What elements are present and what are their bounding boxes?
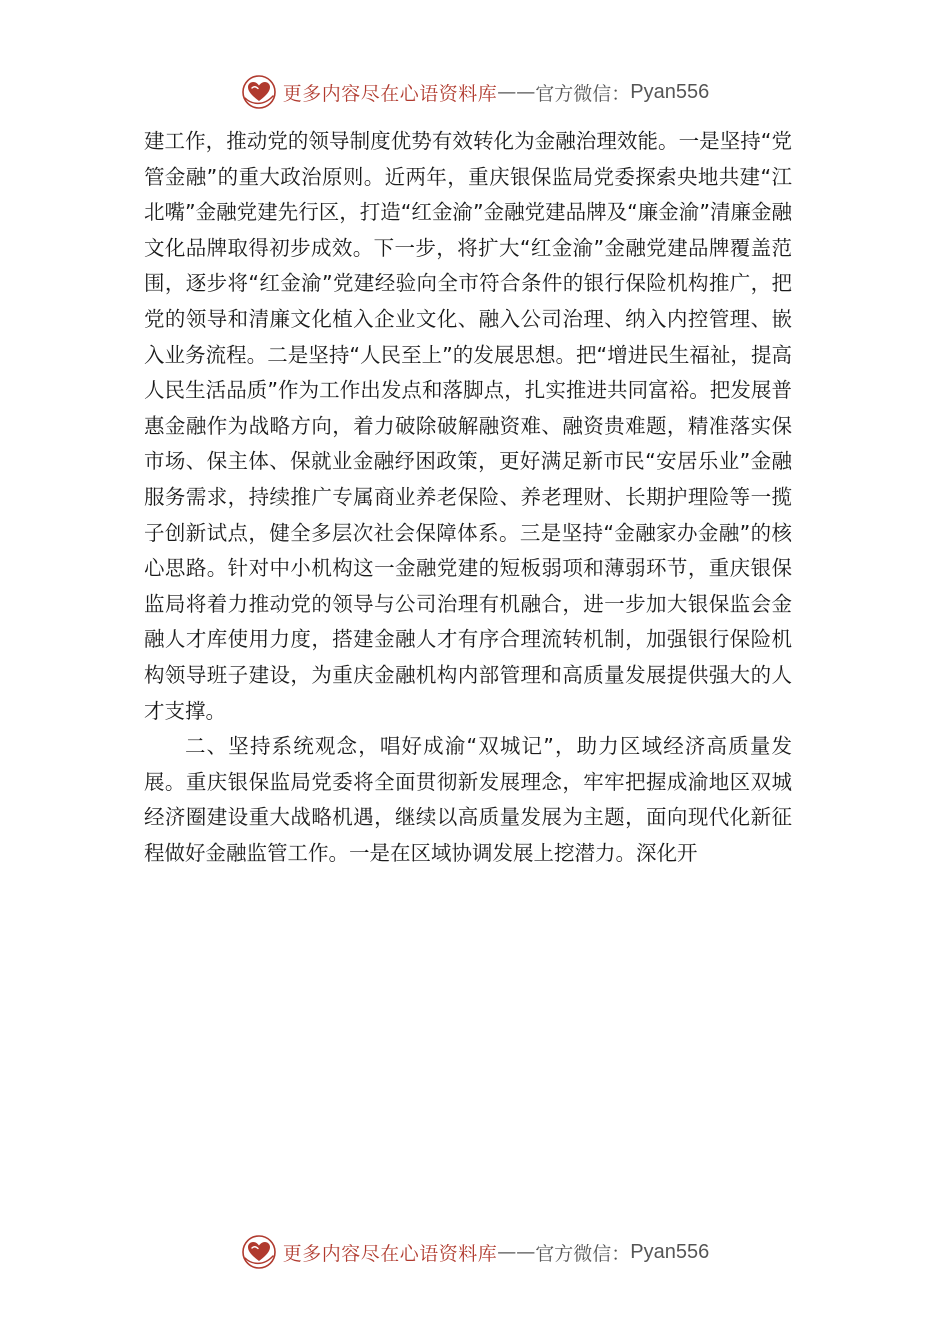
banner-separator: —— bbox=[497, 81, 536, 103]
banner-slogan: 更多内容尽在心语资料库 bbox=[282, 82, 498, 105]
paragraph-1: 建工作，推动党的领导制度优势有效转化为金融治理效能。一是坚持“党管金融”的重大政治原则。近两年，重庆银保监局党委探索央地共建“江北嘴”金融党建先行区，打造“红金渝”金融党建品牌及“廉金渝”清廉金融文化品牌取得初步成效。下一步，将扩大“红金渝”金融党建品牌覆盖范围，逐步将“红金渝”党建经验向全市符合条件的银行保险机构推广，把党的领导和清廉文化植入企业文化、融入公司治理、纳入内控管理、嵌入业务流程。二是坚持“人民至上”的发展思想。把“增进民生福祉，提高人民生活品质”作为工作出发点和落脚点，扎实推进共同富裕。把发展普惠金融作为战略方向，着力破除破解融资难、融资贵难题，精准落实保市场、保主体、保就业金融纾困政策，更好满足新市民“安居乐业”金融服务需求，持续推广专属商业养老保险、养老理财、长期护理险等一揽子创新试点，健全多层次社会保障体系。三是坚持“金融家办金融”的核心思路。针对中小机构这一金融党建的短板弱项和薄弱环节，重庆银保监局将着力推动党的领导与公司治理有机融合，进一步加大银保监会金融人才库使用力度，搭建金融人才有序合理流转机制，加强银行保险机构领导班子建设，为重庆金融机构内部管理和高质量发展提供强大的人才支撑。 bbox=[144, 129, 792, 723]
body-text bbox=[144, 124, 792, 871]
banner-separator: —— bbox=[497, 1241, 536, 1263]
header-banner bbox=[0, 72, 950, 112]
banner-wechat-id: Pyan556 bbox=[630, 80, 710, 103]
banner-wechat-id: Pyan556 bbox=[630, 1240, 710, 1263]
heart-logo-icon bbox=[241, 1234, 277, 1270]
banner-slogan: 更多内容尽在心语资料库 bbox=[282, 1242, 498, 1265]
banner-wechat-label: 官方微信： bbox=[535, 82, 631, 105]
footer-banner bbox=[0, 1232, 950, 1272]
banner-wechat-label: 官方微信： bbox=[535, 1242, 631, 1265]
heart-logo-icon bbox=[241, 74, 277, 110]
paragraph-2: 二、坚持系统观念，唱好成渝“双城记”，助力区域经济高质量发展。重庆银保监局党委将全面贯彻新发展理念，牢牢把握成渝地区双城经济圈建设重大战略机遇，继续以高质量发展为主题，面向现代化新征程做好金融监管工作。一是在区域协调发展上挖潜力。深化开 bbox=[144, 734, 792, 865]
